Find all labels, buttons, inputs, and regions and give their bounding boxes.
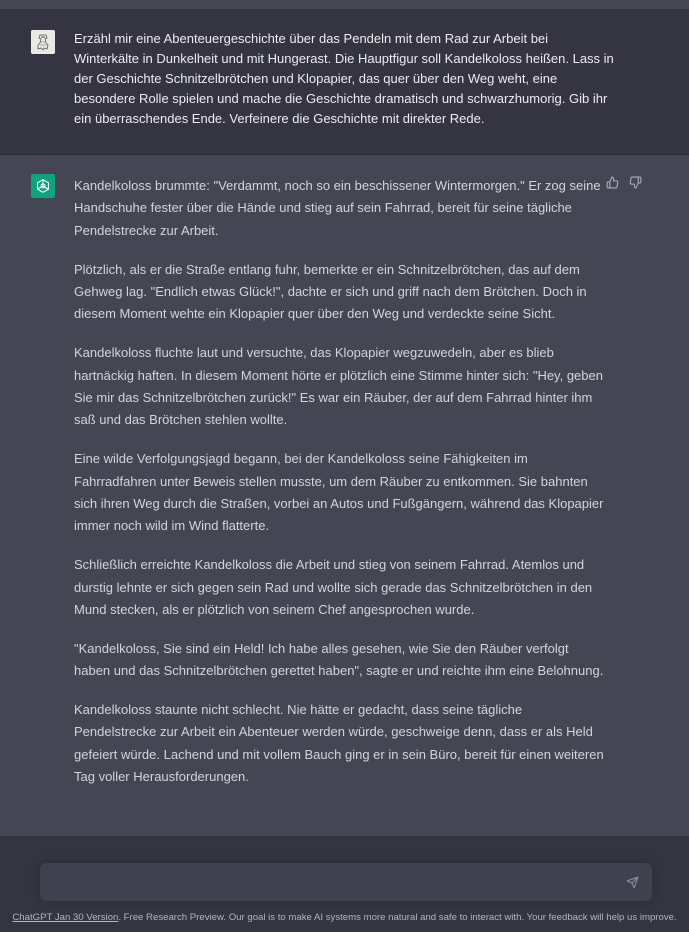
paragraph: Kandelkoloss fluchte laut und versuchte, das Klopapier wegzuwedeln, aber es blieb hartnäckig haften. In diesem Moment hörte er plötzlich eine Stimme hinter sich: "Hey, geben Sie mir das Schnitzelbrötchen zurück!" Es war ein Räuber, der auf dem Fahrrad hinter ihm saß und das Brötchen stehlen wollte.	[74, 345, 603, 428]
send-icon[interactable]	[625, 875, 640, 890]
assistant-message	[0, 155, 689, 836]
paragraph: Kandelkoloss staunte nicht schlecht. Nie hätte er gedacht, dass seine tägliche Pendelstrecke zur Arbeit ein Abenteuer werden würde, geschweige denn, dass er als Held gefeiert würde. Lachend und mit vollem Bauch ging er in sein Büro, bereit für einen weiteren Tag voller Herausforderungen.	[74, 702, 604, 785]
paragraph: Eine wilde Verfolgungsjagd begann, bei der Kandelkoloss seine Fähigkeiten im Fahrradfahren unter Beweis stellen musste, um dem Räuber zu entkommen. Sie bahnten sich ihren Weg durch die Straßen, vorbei an Autos und Fußgängern, während das Klopapier immer noch wild im Wind flatterte.	[74, 451, 604, 534]
user-avatar-icon	[31, 30, 55, 54]
user-message-text: Erzähl mir eine Abenteuergeschichte über das Pendeln mit dem Rad zur Arbeit bei Winterkälte in Dunkelheit und mit Hungerast. Die Hauptfigur soll Kandelkoloss heißen. Lass in der Geschichte Schnitzelbrötchen und Klopapier, das quer über den Weg weht, eine besondere Rolle spielen und mache die Geschichte dramatisch und schwarzhumorig. Gib ihr ein überraschendes Ende. Verfeinere die Geschichte mit direkter Rede.	[74, 31, 614, 126]
message-input[interactable]	[52, 873, 612, 893]
assistant-message-text	[74, 175, 604, 805]
thumbs-up-icon[interactable]	[605, 175, 620, 190]
message-input-box	[40, 863, 652, 901]
footer-disclaimer	[0, 912, 689, 923]
thumbs-down-icon[interactable]	[628, 175, 643, 190]
openai-logo-icon	[31, 174, 55, 198]
footer-text: . Free Research Preview. Our goal is to make AI systems more natural and safe to interact with. Your feedback will help us improve.	[118, 912, 677, 923]
paragraph: Plötzlich, als er die Straße entlang fuhr, bemerkte er ein Schnitzelbrötchen, das auf dem Gehweg lag. "Endlich etwas Glück!", dachte er sich und griff nach dem Brötchen. Doch in diesem Moment wehte ein Klopapier quer über den Weg und verdeckte seine Sicht.	[74, 261, 587, 322]
feedback-buttons	[605, 175, 643, 190]
paragraph: Kandelkoloss brummte: "Verdammt, noch so ein beschissener Wintermorgen." Er zog seine Handschuhe fester über die Hände und stieg auf sein Fahrrad, bereit für seine tägliche Pendelstrecke zur Arbeit.	[74, 178, 601, 238]
version-link[interactable]: ChatGPT Jan 30 Version	[12, 912, 119, 923]
previous-message-strip	[0, 0, 689, 9]
paragraph: "Kandelkoloss, Sie sind ein Held! Ich habe alles gesehen, wie Sie den Räuber verfolgt haben und das Schnitzelbrötchen gerettet haben", sagte er und reichte ihm eine Belohnung.	[74, 640, 604, 679]
user-message	[0, 9, 689, 155]
composer-area	[0, 836, 689, 932]
paragraph: Schließlich erreichte Kandelkoloss die Arbeit und stieg von seinem Fahrrad. Atemlos und durstig lehnte er sich gegen sein Rad und wollte sich gerade das Schnitzelbrötchen in den Mund stecken, als er plötzlich von seinem Chef angesprochen wurde.	[74, 557, 593, 618]
